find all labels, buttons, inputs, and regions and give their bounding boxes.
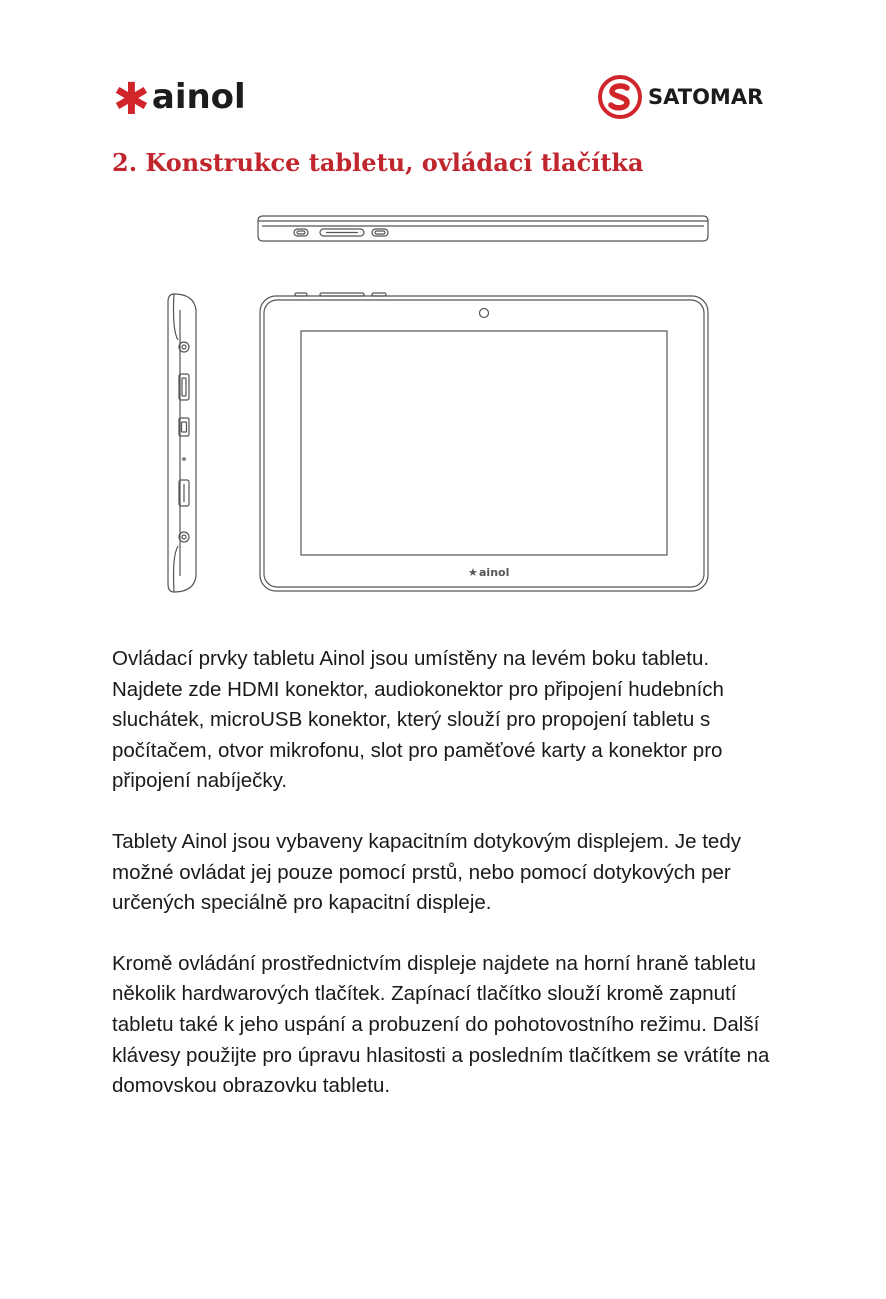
display-area (301, 331, 667, 555)
bezel-brand-mark: ★ (468, 566, 478, 579)
tablet-top-edge-view (258, 216, 708, 241)
ainol-logo (113, 74, 253, 124)
power-button (294, 229, 308, 236)
satomar-logo-text: SATOMAR (648, 85, 764, 109)
section-heading: 2. Konstrukce tabletu, ovládací tlačítka (112, 148, 644, 177)
paragraph: Kromě ovládání prostřednictvím displeje najdete na horní hraně tabletu několik hardwarových tlačítek. Zapínací tlačítko slouží kromě zapnutí tabletu také k jeho uspání a probuzení do pohotovostního režimu. Další klávesy použijte pro úpravu hlasitosti a posledním tlačítkem se vrátíte na domovskou obrazovku tabletu. (112, 951, 770, 1098)
ainol-logo-text: ainol (151, 77, 246, 117)
tablet-front-view (260, 293, 708, 591)
front-camera (480, 309, 489, 318)
paragraph: Tablety Ainol jsou vybaveny kapacitním dotykovým displejem. Je tedy možné ovládat jej pouze pomocí prstů, nebo pomocí dotykových per určených speciálně pro kapacitní displeje. (112, 829, 741, 915)
satomar-logo (598, 72, 778, 122)
microphone-hole (183, 458, 185, 460)
asterisk-logo-icon: ✱ (113, 75, 150, 124)
tablet-left-side-view (168, 294, 196, 592)
body-text (112, 644, 782, 1132)
tablet-diagram (150, 200, 720, 600)
bezel-brand-text: ainol (479, 566, 510, 579)
s-circle-logo-icon (598, 75, 642, 119)
paragraph: Ovládací prvky tabletu Ainol jsou umístěny na levém boku tabletu. Najdete zde HDMI konektor, audiokonektor pro připojení hudebních sluchátek, microUSB konektor, který slouží pro propojení tabletu s počítačem, otvor mikrofonu, slot pro paměťové karty a konektor pro připojení nabíječky. (112, 647, 724, 793)
